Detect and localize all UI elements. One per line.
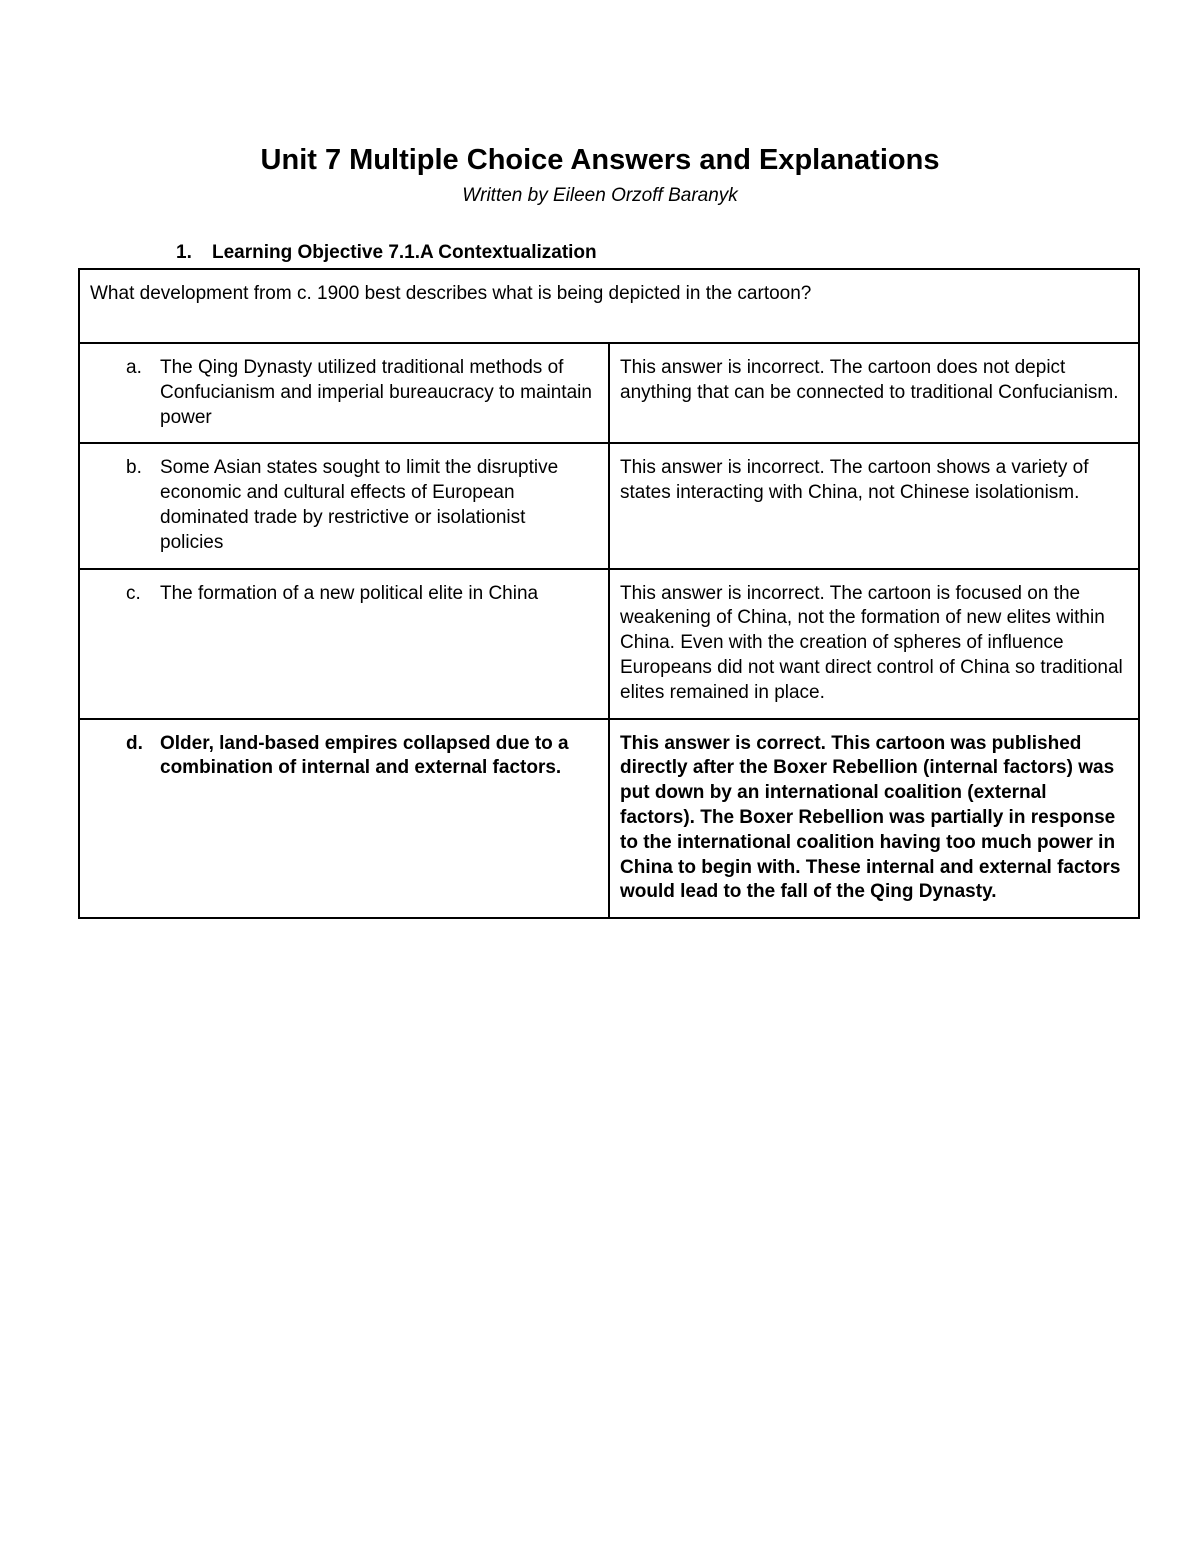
option-letter-c: c. <box>126 582 141 604</box>
section-heading <box>176 241 597 265</box>
option-letter-a: a. <box>126 357 142 378</box>
document-title: Unit 7 Multiple Choice Answers and Explanations <box>260 144 940 176</box>
explanation-a: This answer is incorrect. The cartoon does not depict anything that can be connected to traditional Confucianism. <box>609 343 1139 443</box>
option-cell-c <box>79 569 609 719</box>
explanation-d: This answer is correct. This cartoon was published directly after the Boxer Rebellion (internal factors) was put down by an international coalition (external factors). The Boxer Rebellion was partially in response to the international coalition having too much power in China to begin with. These internal and external factors would lead to the fall of the Qing Dynasty. <box>609 719 1139 919</box>
option-letter-d: d. <box>126 732 143 754</box>
question-row <box>79 269 1139 343</box>
option-cell-a <box>79 343 609 443</box>
option-cell-d <box>79 719 609 919</box>
option-cell-b <box>79 443 609 568</box>
question-prompt: What development from c. 1900 best describes what is being depicted in the cartoon? <box>79 269 1139 343</box>
section-heading-text: Learning Objective 7.1.A Contextualization <box>212 242 597 263</box>
section-number: 1. <box>176 242 192 263</box>
option-row-d <box>79 719 1139 919</box>
author-line: Written by Eileen Orzoff Baranyk <box>462 185 738 206</box>
option-text-c: The formation of a new political elite in China <box>160 582 539 604</box>
option-text-d: Older, land-based empires collapsed due to a combination of internal and external factors. <box>160 732 569 779</box>
option-text-b: Some Asian states sought to limit the disruptive economic and cultural effects of European dominated trade by restrictive or isolationist policies <box>160 457 559 553</box>
option-row-a <box>79 343 1139 443</box>
explanation-b: This answer is incorrect. The cartoon shows a variety of states interacting with China, not Chinese isolationism. <box>609 443 1139 568</box>
option-text-a: The Qing Dynasty utilized traditional methods of Confucianism and imperial bureaucracy to maintain power <box>160 357 592 428</box>
answer-table <box>78 268 1140 919</box>
option-letter-b: b. <box>126 457 142 479</box>
explanation-c: This answer is incorrect. The cartoon is focused on the weakening of China, not the formation of new elites within China. Even with the creation of spheres of influence Europeans did not want direct control of China so traditional elites remained in place. <box>609 569 1139 719</box>
option-row-c <box>79 569 1139 719</box>
option-row-b <box>79 443 1139 568</box>
